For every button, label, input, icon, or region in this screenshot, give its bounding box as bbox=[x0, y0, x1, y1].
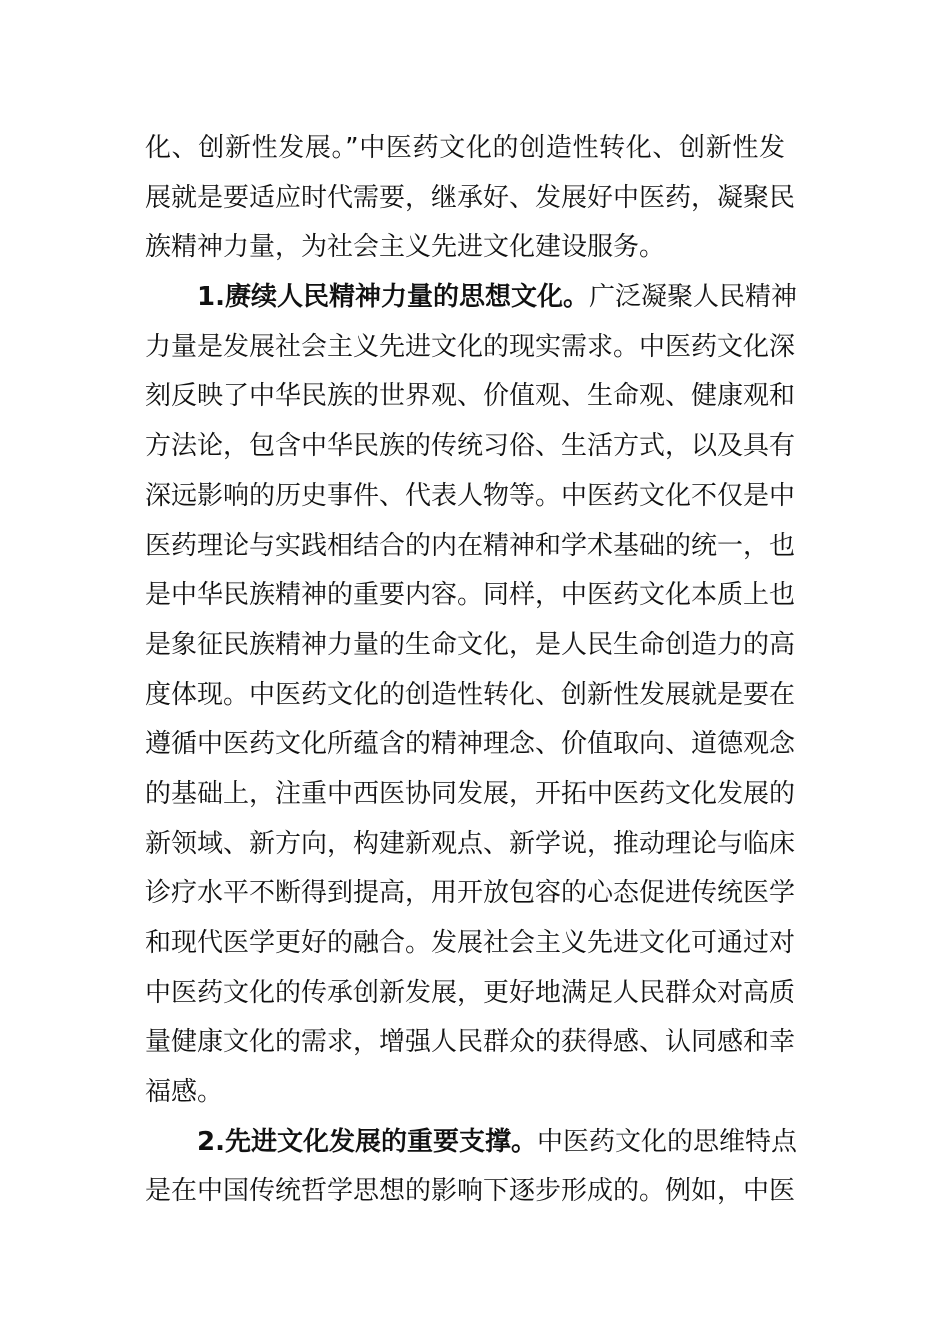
paragraph-line: 是象征民族精神力量的生命文化，是人民生命创造力的高 bbox=[145, 629, 796, 660]
paragraph-line: 诊疗水平不断得到提高，用开放包容的心态促进传统医学 bbox=[145, 878, 796, 909]
section-heading-line bbox=[145, 273, 797, 323]
paragraph-line: 刻反映了中华民族的世界观、价值观、生命观、健康观和 bbox=[145, 381, 796, 412]
paragraph-line: 中医药文化的传承创新发展，更好地满足人民群众对高质 bbox=[145, 977, 796, 1008]
paragraph-text: 中医药文化的思维特点 bbox=[536, 1126, 797, 1157]
paragraph-line: 度体现。中医药文化的创造性转化、创新性发展就是要在 bbox=[145, 679, 796, 710]
section-heading: 1.赓续人民精神力量的思想文化。 bbox=[197, 282, 589, 313]
paragraph-line: 福感。 bbox=[145, 1077, 224, 1108]
paragraph-line: 化、创新性发展。”中医药文化的创造性转化、创新性发 bbox=[145, 133, 785, 163]
paragraph-line: 量健康文化的需求，增强人民群众的获得感、认同感和幸 bbox=[145, 1027, 796, 1058]
document-body bbox=[145, 124, 797, 1217]
section-heading-line bbox=[145, 1118, 797, 1168]
paragraph-line: 新领域、新方向，构建新观点、新学说，推动理论与临床 bbox=[145, 828, 796, 859]
paragraph-line: 族精神力量，为社会主义先进文化建设服务。 bbox=[145, 232, 666, 263]
paragraph-line: 深远影响的历史事件、代表人物等。中医药文化不仅是中 bbox=[145, 480, 796, 511]
paragraph-line: 医药理论与实践相结合的内在精神和学术基础的统一，也 bbox=[145, 530, 796, 561]
paragraph-line: 力量是发展社会主义先进文化的现实需求。中医药文化深 bbox=[145, 331, 796, 362]
paragraph-line: 遵循中医药文化所蕴含的精神理念、价值取向、道德观念 bbox=[145, 729, 796, 760]
paragraph-line: 是中华民族精神的重要内容。同样，中医药文化本质上也 bbox=[145, 580, 796, 611]
paragraph-text: 广泛凝聚人民精神 bbox=[588, 282, 797, 313]
section-heading: 2.先进文化发展的重要支撑。 bbox=[197, 1126, 537, 1157]
paragraph-line: 展就是要适应时代需要，继承好、发展好中医药，凝聚民 bbox=[145, 182, 796, 213]
paragraph-line: 的基础上，注重中西医协同发展，开拓中医药文化发展的 bbox=[145, 778, 796, 809]
paragraph-line: 是在中国传统哲学思想的影响下逐步形成的。例如，中医 bbox=[145, 1176, 796, 1207]
paragraph-line: 方法论，包含中华民族的传统习俗、生活方式，以及具有 bbox=[145, 431, 796, 462]
paragraph-line: 和现代医学更好的融合。发展社会主义先进文化可通过对 bbox=[145, 928, 796, 958]
